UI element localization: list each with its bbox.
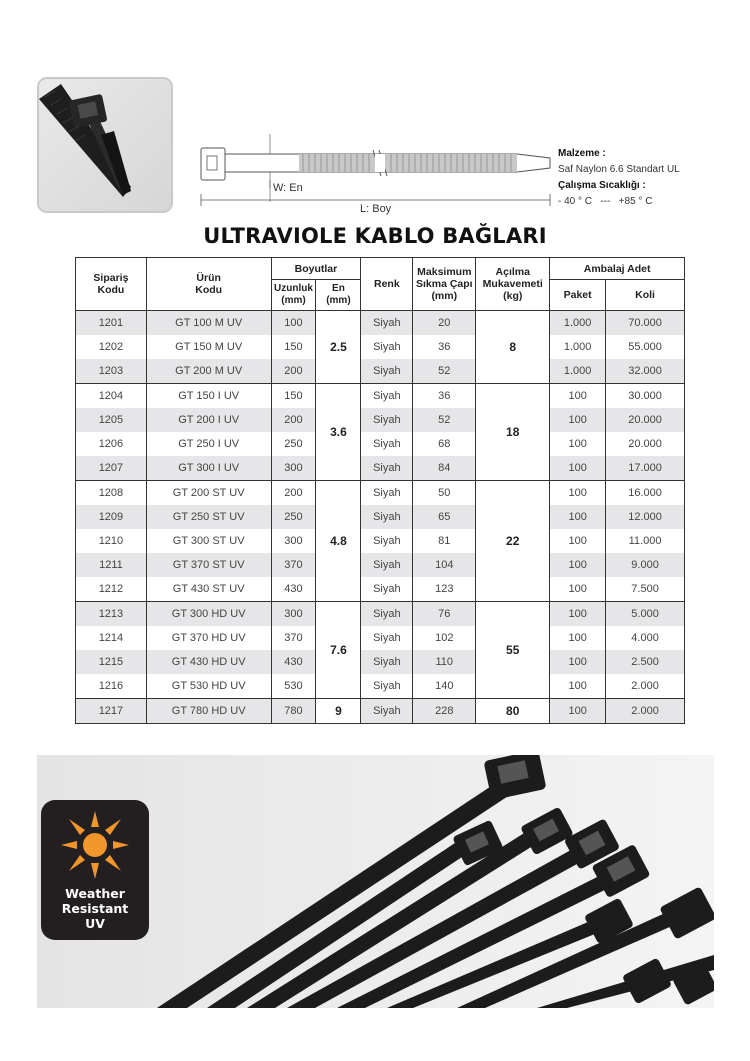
length-cell: 200 [271,481,316,506]
length-cell: 300 [271,602,316,627]
pack-cell: 1.000 [550,359,606,384]
color-cell: Siyah [361,384,413,409]
tensile-cell: 18 [476,384,550,481]
width-cell: 7.6 [316,602,361,699]
length-cell: 370 [271,553,316,577]
length-cell: 150 [271,335,316,359]
width-label: W: En [273,182,303,194]
pack-cell: 100 [550,602,606,627]
max-diameter-cell: 36 [413,384,476,409]
max-diameter-cell: 81 [413,529,476,553]
header-pack: Paket [550,280,606,311]
box-cell: 7.500 [606,577,685,602]
product-code-cell: GT 430 ST UV [146,577,271,602]
badge-line-1: Weather [65,886,125,901]
max-diameter-cell: 50 [413,481,476,506]
pack-cell: 100 [550,699,606,724]
badge-line-3: UV [85,916,105,931]
table-row [76,650,685,674]
table-row [76,699,685,724]
pack-cell: 1.000 [550,311,606,336]
order-code-cell: 1209 [76,505,147,529]
color-cell: Siyah [361,674,413,699]
pack-cell: 1.000 [550,335,606,359]
box-cell: 4.000 [606,626,685,650]
order-code-cell: 1211 [76,553,147,577]
max-diameter-cell: 76 [413,602,476,627]
width-cell: 3.6 [316,384,361,481]
color-cell: Siyah [361,481,413,506]
header-packaging: Ambalaj Adet [550,258,685,280]
max-diameter-cell: 65 [413,505,476,529]
pack-cell: 100 [550,456,606,481]
order-code-cell: 1205 [76,408,147,432]
box-cell: 20.000 [606,432,685,456]
color-cell: Siyah [361,456,413,481]
length-cell: 200 [271,408,316,432]
pack-cell: 100 [550,481,606,506]
header-box: Koli [606,280,685,311]
max-diameter-cell: 140 [413,674,476,699]
header-product-code: Ürün Kodu [146,258,271,311]
pack-cell: 100 [550,408,606,432]
order-code-cell: 1203 [76,359,147,384]
table-row [76,481,685,506]
order-code-cell: 1216 [76,674,147,699]
box-cell: 20.000 [606,408,685,432]
box-cell: 16.000 [606,481,685,506]
material-value: Saf Naylon 6.6 Standart UL [558,164,680,175]
table-row [76,529,685,553]
temperature-value: - 40 ° C --- +85 ° C [558,196,653,207]
color-cell: Siyah [361,432,413,456]
order-code-cell: 1215 [76,650,147,674]
max-diameter-cell: 123 [413,577,476,602]
box-cell: 11.000 [606,529,685,553]
box-cell: 70.000 [606,311,685,336]
max-diameter-cell: 110 [413,650,476,674]
product-spec-table [75,257,685,724]
product-photo [37,77,173,213]
pack-cell: 100 [550,577,606,602]
color-cell: Siyah [361,602,413,627]
tensile-cell: 8 [476,311,550,384]
length-cell: 100 [271,311,316,336]
product-code-cell: GT 150 M UV [146,335,271,359]
product-code-cell: GT 530 HD UV [146,674,271,699]
pack-cell: 100 [550,674,606,699]
header-color: Renk [361,258,413,311]
length-cell: 200 [271,359,316,384]
header-dimensions: Boyutlar [271,258,361,280]
color-cell: Siyah [361,699,413,724]
color-cell: Siyah [361,408,413,432]
cable-tie-closeup-illustration [39,79,171,211]
pack-cell: 100 [550,505,606,529]
product-code-cell: GT 250 ST UV [146,505,271,529]
max-diameter-cell: 52 [413,408,476,432]
pack-cell: 100 [550,529,606,553]
table-row [76,408,685,432]
product-code-cell: GT 300 ST UV [146,529,271,553]
max-diameter-cell: 84 [413,456,476,481]
color-cell: Siyah [361,529,413,553]
order-code-cell: 1210 [76,529,147,553]
width-cell: 4.8 [316,481,361,602]
max-diameter-cell: 102 [413,626,476,650]
length-label: L: Boy [360,203,392,215]
color-cell: Siyah [361,505,413,529]
product-code-cell: GT 300 I UV [146,456,271,481]
max-diameter-cell: 36 [413,335,476,359]
tensile-cell: 80 [476,699,550,724]
length-cell: 300 [271,456,316,481]
pack-cell: 100 [550,432,606,456]
max-diameter-cell: 228 [413,699,476,724]
box-cell: 55.000 [606,335,685,359]
product-code-cell: GT 200 ST UV [146,481,271,506]
length-cell: 430 [271,650,316,674]
material-specs [558,146,748,210]
length-cell: 530 [271,674,316,699]
table-row [76,384,685,409]
badge-line-2: Resistant [61,901,129,916]
color-cell: Siyah [361,650,413,674]
table-row [76,553,685,577]
table-row [76,505,685,529]
header-tensile: Açılma Mukavemeti (kg) [476,258,550,311]
table-row [76,432,685,456]
table-row [76,311,685,336]
length-cell: 780 [271,699,316,724]
box-cell: 32.000 [606,359,685,384]
width-cell: 9 [316,699,361,724]
table-row [76,674,685,699]
table-row [76,335,685,359]
length-cell: 430 [271,577,316,602]
order-code-cell: 1201 [76,311,147,336]
product-code-cell: GT 430 HD UV [146,650,271,674]
product-code-cell: GT 780 HD UV [146,699,271,724]
page-title: ULTRAVIOLE KABLO BAĞLARI [203,224,547,248]
badge-text [41,886,149,931]
header-max-diameter: Maksimum Sıkma Çapı (mm) [413,258,476,311]
order-code-cell: 1206 [76,432,147,456]
color-cell: Siyah [361,577,413,602]
table-row [76,359,685,384]
box-cell: 30.000 [606,384,685,409]
product-code-cell: GT 200 M UV [146,359,271,384]
max-diameter-cell: 68 [413,432,476,456]
order-code-cell: 1202 [76,335,147,359]
order-code-cell: 1207 [76,456,147,481]
length-cell: 250 [271,505,316,529]
order-code-cell: 1213 [76,602,147,627]
product-code-cell: GT 150 I UV [146,384,271,409]
order-code-cell: 1214 [76,626,147,650]
temperature-label: Çalışma Sıcaklığı : [558,180,646,191]
order-code-cell: 1217 [76,699,147,724]
box-cell: 2.000 [606,674,685,699]
box-cell: 5.000 [606,602,685,627]
box-cell: 17.000 [606,456,685,481]
length-cell: 150 [271,384,316,409]
width-cell: 2.5 [316,311,361,384]
header-order-code: Sipariş Kodu [76,258,147,311]
product-code-cell: GT 100 M UV [146,311,271,336]
length-cell: 370 [271,626,316,650]
box-cell: 9.000 [606,553,685,577]
product-code-cell: GT 200 I UV [146,408,271,432]
color-cell: Siyah [361,311,413,336]
pack-cell: 100 [550,553,606,577]
color-cell: Siyah [361,626,413,650]
color-cell: Siyah [361,335,413,359]
header-length: Uzunluk (mm) [271,280,316,311]
product-code-cell: GT 370 HD UV [146,626,271,650]
sun-icon [41,800,149,890]
pack-cell: 100 [550,626,606,650]
cable-tie-dimension-diagram [195,130,560,215]
order-code-cell: 1204 [76,384,147,409]
color-cell: Siyah [361,359,413,384]
product-code-cell: GT 250 I UV [146,432,271,456]
box-cell: 2.500 [606,650,685,674]
product-code-cell: GT 370 ST UV [146,553,271,577]
table-row [76,626,685,650]
product-code-cell: GT 300 HD UV [146,602,271,627]
max-diameter-cell: 52 [413,359,476,384]
table-row [76,456,685,481]
tensile-cell: 22 [476,481,550,602]
box-cell: 2.000 [606,699,685,724]
order-code-cell: 1212 [76,577,147,602]
table-row [76,577,685,602]
box-cell: 12.000 [606,505,685,529]
header-width: En (mm) [316,280,361,311]
material-label: Malzeme : [558,148,606,159]
tensile-cell: 55 [476,602,550,699]
color-cell: Siyah [361,553,413,577]
pack-cell: 100 [550,384,606,409]
max-diameter-cell: 20 [413,311,476,336]
length-cell: 250 [271,432,316,456]
cable-tie-outline-drawing [195,130,560,215]
table-row [76,602,685,627]
max-diameter-cell: 104 [413,553,476,577]
order-code-cell: 1208 [76,481,147,506]
pack-cell: 100 [550,650,606,674]
length-cell: 300 [271,529,316,553]
